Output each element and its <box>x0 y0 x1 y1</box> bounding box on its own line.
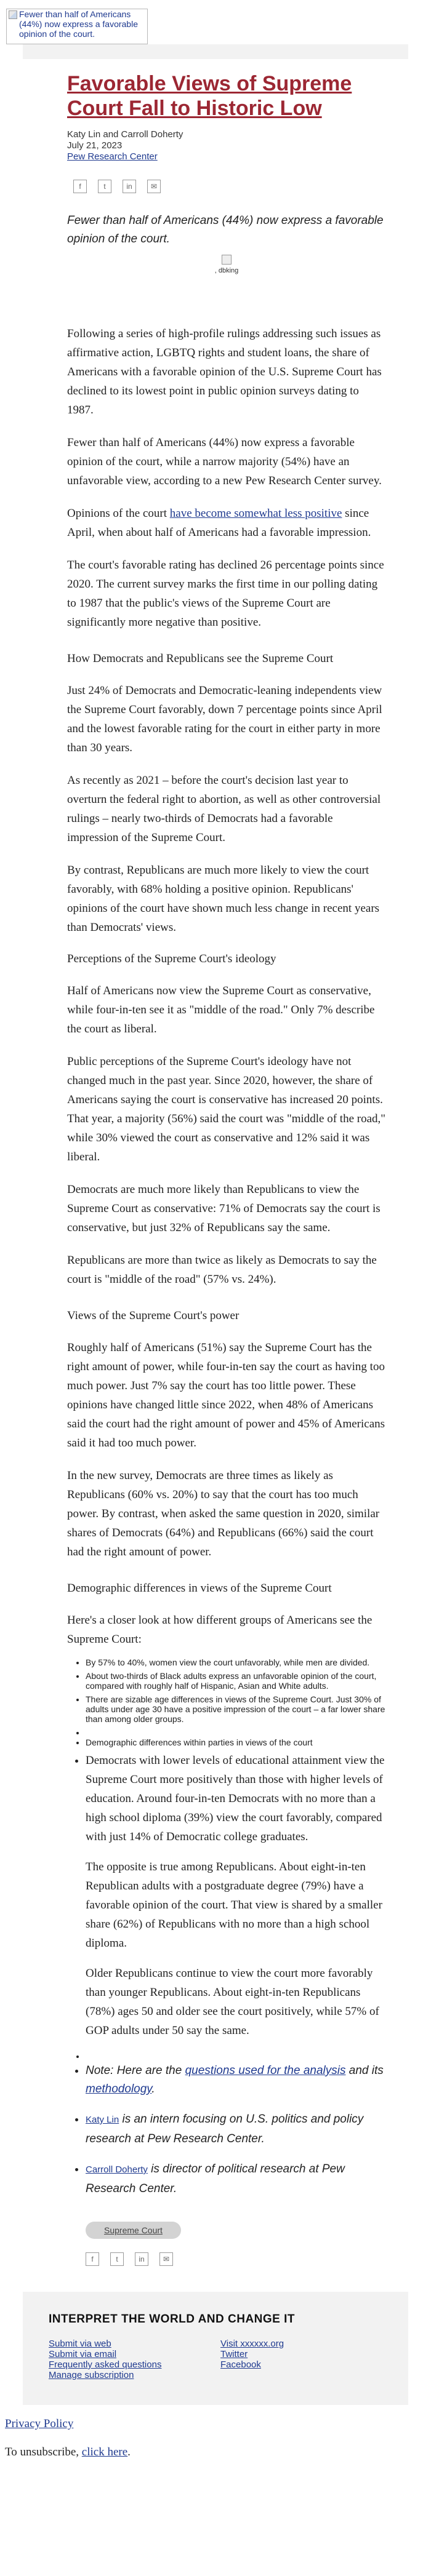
faq-link[interactable]: Frequently asked questions <box>49 2359 162 2370</box>
footer-left-column <box>49 2339 220 2380</box>
byline <box>67 129 386 162</box>
lede: Fewer than half of Americans (44%) now express a favorable opinion of the court. <box>67 214 384 245</box>
submit-email-link[interactable]: Submit via email <box>49 2349 117 2359</box>
unsubscribe-line <box>5 2446 431 2459</box>
text: is an intern focusing on U.S. politics and policy research at Pew Research Center. <box>86 2113 364 2145</box>
hero-image-alt-text: Fewer than half of Americans (44%) now express a favorable opinion of the court. <box>19 9 138 39</box>
list-item <box>86 1751 386 2040</box>
twitter-link[interactable]: Twitter <box>220 2349 248 2359</box>
paragraph <box>67 504 386 542</box>
share-email-icon[interactable]: ✉ <box>147 180 161 193</box>
list-item <box>86 2159 386 2198</box>
paragraph: Half of Americans now view the Supreme Court as conservative, while four-in-ten see it as "middle of the road." Only 7% describe the court as liberal. <box>67 984 375 1035</box>
text: . <box>127 2446 131 2458</box>
unsubscribe-link[interactable]: click here <box>81 2446 128 2458</box>
text: is director of political research at Pew Research Center. <box>86 2163 345 2195</box>
list-item-empty <box>86 1728 386 1737</box>
paragraph: The court's favorable rating has declined 26 percentage points since 2020. The current survey marks the first time in our polling dating to 1987 that the public's views of the Supreme Court are significantly more negative than positive. <box>67 559 384 629</box>
chart-image-placeholder[interactable] <box>67 255 386 275</box>
paragraph: Public perceptions of the Supreme Court's ideology have not changed much in the past year. Since 2020, however, the share of Americans saying the court is conservative has increased 20 points. That year, a majority (56%) said the court was "middle of the road," while 30% viewed the court as conservative and 12% said it was liberal. <box>67 1055 386 1163</box>
share-facebook-icon[interactable]: f <box>73 180 87 193</box>
privacy-policy-link[interactable]: Privacy Policy <box>5 2417 74 2430</box>
list-item <box>86 2110 386 2148</box>
broken-image-icon <box>222 255 232 265</box>
list-item <box>86 2061 386 2099</box>
broken-image-icon <box>9 10 17 19</box>
email-container <box>23 44 408 2405</box>
paragraph: Following a series of high-profile rulings addressing such issues as affirmative action, LGBTQ rights and student loans, the share of Americans with a favorable opinion of the U.S. Supreme Court has declined to its lowest point in public opinion surveys dating to 1987. <box>67 327 382 417</box>
hero-image-placeholder[interactable] <box>6 9 148 44</box>
questions-link[interactable]: questions used for the analysis <box>185 2064 346 2077</box>
list-item: • By 57% to 40%, women view the court unfavorably, while men are divided. <box>86 1657 386 1667</box>
footer-right-column <box>220 2339 392 2380</box>
publish-date: July 21, 2023 <box>67 140 123 151</box>
manage-subscription-link[interactable]: Manage subscription <box>49 2370 134 2380</box>
footer-heading: INTERPRET THE WORLD AND CHANGE IT <box>49 2313 296 2326</box>
share-email-icon[interactable]: ✉ <box>159 2252 173 2266</box>
article-body <box>23 59 408 2292</box>
chart-alt-text: , dbking <box>214 267 239 274</box>
text: since April, when about half of Americans had a favorable impression. <box>67 507 371 539</box>
paragraph: The opposite is true among Republicans. About eight-in-ten Republican adults with a postgraduate degree (79%) have a favorable opinion of the court. That view is shared by a smaller share (62%) of Republicans with no more than a high school diploma. <box>86 1860 382 1950</box>
paragraph: Fewer than half of Americans (44%) now express a favorable opinion of the court, while a narrow majority (54%) have an unfavorable view, according to a new Pew Research Center survey. <box>67 436 382 487</box>
paragraph: Here's a closer look at how different groups of Americans see the Supreme Court: <box>67 1614 373 1646</box>
methodology-note <box>86 2062 386 2099</box>
paragraph: Older Republicans continue to view the court more favorably than younger Republicans. About eight-in-ten Republicans (78%) ages 50 and older see the court positively, while 57% of GOP adults under 50 say the same. <box>86 1967 379 2037</box>
facebook-link[interactable]: Facebook <box>220 2359 261 2370</box>
list-item: • There are sizable age differences in views of the Supreme Court. Just 30% of adults under age 30 have a positive impression of the court – a far lower share than among older groups. <box>86 1694 386 1724</box>
list-item-empty <box>86 2051 386 2061</box>
methodology-link[interactable]: methodology <box>86 2083 152 2095</box>
hero-header <box>0 0 431 44</box>
share-twitter-icon[interactable]: t <box>110 2252 124 2266</box>
publisher-link[interactable]: Pew Research Center <box>67 151 158 162</box>
author-link-katy-lin[interactable]: Katy Lin <box>86 2115 119 2125</box>
text: Note: Here are the <box>86 2064 185 2077</box>
demographics-list <box>67 1657 386 2198</box>
bottom-links <box>0 2405 431 2459</box>
paragraph: • Democrats with lower levels of educational attainment view the Supreme Court more positively than those with higher levels of education. Around four-in-ten Democrats with no more than a high school diploma (39%) view the court favorably, compared with just 14% of Democratic college graduates. <box>86 1754 385 1843</box>
text: To unsubscribe, <box>5 2446 82 2458</box>
author-link-carroll-doherty[interactable]: Carroll Doherty <box>86 2164 148 2175</box>
text: Opinions of the court <box>67 507 170 520</box>
article-title[interactable]: Favorable Views of Supreme Court Fall to Historic Low <box>67 72 352 120</box>
text: . <box>151 2083 155 2095</box>
section-heading: How Democrats and Republicans see the Supreme Court <box>67 652 334 665</box>
share-linkedin-icon[interactable]: in <box>135 2252 148 2266</box>
share-facebook-icon[interactable]: f <box>86 2252 99 2266</box>
text: and its <box>345 2064 384 2077</box>
list-item: • Demographic differences within parties in views of the court <box>86 1737 386 1747</box>
paragraph: Just 24% of Democrats and Democratic-leaning independents view the Supreme Court favorably, down 7 percentage points since April and the lowest favorable rating for the court in either party in more than 30 years. <box>67 684 382 754</box>
paragraph: Republicans are more than twice as likely as Democrats to say the court is "middle of the road" (57% vs. 24%). <box>67 1254 377 1286</box>
paragraph: Democrats are much more likely than Republicans to view the Supreme Court as conservative: 71% of Democrats say the court is conservative, but just 32% of Republicans say the same. <box>67 1183 381 1234</box>
newsletter-footer <box>39 2292 392 2405</box>
paragraph: Roughly half of Americans (51%) say the Supreme Court has the right amount of power, while four-in-ten say the court as having too much power. Just 7% say the court has too little power. These opinions have changed little since 2022, when 48% of Americans said the court had the right amount of power and 45% of Americans said it had too much power. <box>67 1341 385 1449</box>
authors: Katy Lin and Carroll Doherty <box>67 129 183 140</box>
submit-web-link[interactable]: Submit via web <box>49 2339 111 2349</box>
share-twitter-icon[interactable]: t <box>98 180 111 193</box>
paragraph: As recently as 2021 – before the court's decision last year to overturn the federal right to abortion, as well as other controversial rulings – nearly two-thirds of Democrats had a favorable impression of the Supreme Court. <box>67 774 381 844</box>
footer-columns <box>49 2339 392 2380</box>
section-heading: Views of the Supreme Court's power <box>67 1309 240 1322</box>
section-heading: Perceptions of the Supreme Court's ideology <box>67 952 276 965</box>
list-item: • About two-thirds of Black adults express an unfavorable opinion of the court, compared with roughly half of Hispanic, Asian and White adults. <box>86 1671 386 1691</box>
topic-row <box>67 2209 386 2252</box>
share-row-bottom <box>67 2252 386 2266</box>
share-row-top <box>73 180 386 193</box>
topic-button[interactable]: Supreme Court <box>86 2222 181 2239</box>
share-linkedin-icon[interactable]: in <box>123 180 136 193</box>
visit-site-link[interactable]: Visit xxxxxx.org <box>220 2339 284 2349</box>
section-heading: Demographic differences in views of the Supreme Court <box>67 1582 332 1595</box>
paragraph: In the new survey, Democrats are three times as likely as Republicans (60% vs. 20%) to say that the court has too much power. By contrast, when asked the same question in 2020, similar shares of Democrats (64%) and Republicans (66%) said the court had the right amount of power. <box>67 1469 380 1558</box>
less-positive-link[interactable]: have become somewhat less positive <box>169 507 342 520</box>
paragraph: By contrast, Republicans are much more likely to view the court favorably, with 68% holding a positive opinion. Republicans' opinions of the court have shown much less change in recent years than Democrats' views. <box>67 864 380 934</box>
